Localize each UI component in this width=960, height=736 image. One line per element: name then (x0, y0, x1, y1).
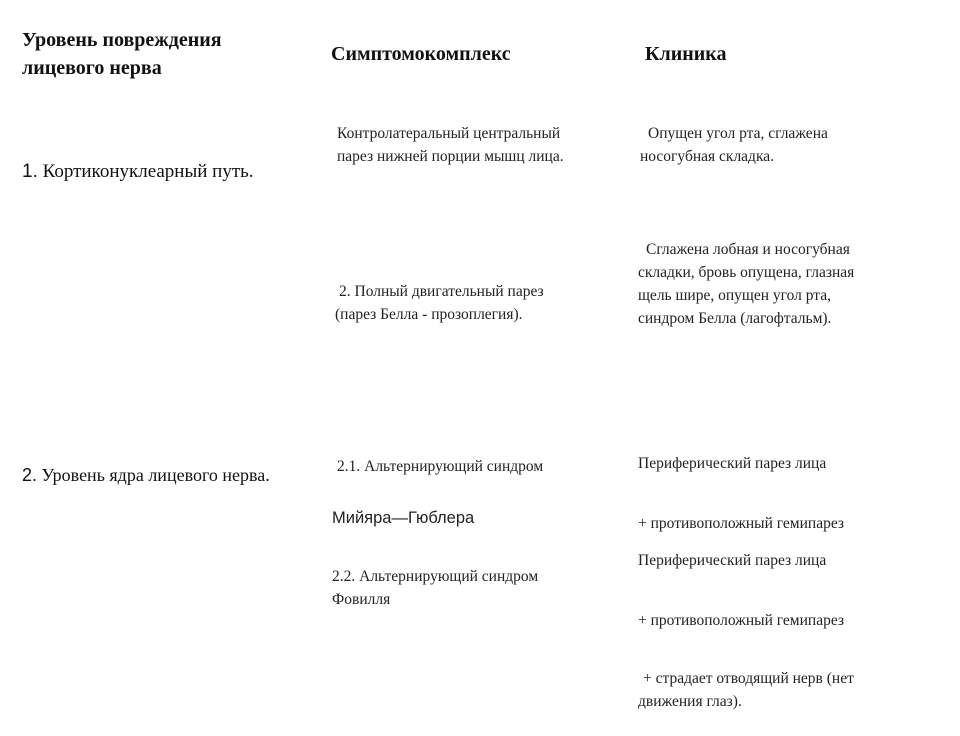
row4-clinic-line1: Периферический парез лица (638, 552, 827, 569)
row1-clinic: Опущен угол рта, сглажена носогубная складка. (640, 125, 828, 165)
row1-level-number: 1. (22, 161, 38, 182)
row3-level (22, 436, 332, 488)
row2-clinic: Сглажена лобная и носогубная складки, бровь опущена, глазная щель шире, опущен угол рта, синдром Белла (лагофтальм). (638, 241, 855, 327)
row1-symptom: Контролатеральный центральный парез нижней порции мышц лица. (337, 125, 564, 165)
row1-level-text: Кортиконуклеарный путь. (37, 161, 254, 182)
row4-clinic-line2: + противоположный гемипарез (638, 612, 845, 629)
header-clinic: Клиника (645, 43, 727, 65)
row3-symptom-line2: Мийяра—Гюблера (332, 509, 475, 527)
row3-level-text: Уровень ядра лицевого нерва. (37, 465, 270, 485)
row1-level (22, 133, 322, 185)
header-level: Уровень повреждения лицевого нерва (22, 29, 222, 79)
row3-symptom (332, 432, 622, 553)
row2-symptom: 2. Полный двигательный парез (парез Белла - прозоплегия). (335, 283, 544, 323)
row4-clinic-line3: + страдает отводящий нерв (нет движения глаз). (638, 670, 854, 710)
header-symptoms: Симптомокомплекс (331, 43, 511, 65)
row3-clinic-line2: + противоположный гемипарез (638, 515, 845, 532)
row3-clinic-line1: Периферический парез лица (638, 455, 827, 472)
row4-clinic (638, 526, 938, 736)
row4-symptom: 2.2. Альтернирующий синдром Фовилля (332, 568, 539, 608)
row3-symptom-line1: 2.1. Альтернирующий синдром (337, 458, 544, 475)
row3-level-number: 2. (22, 465, 38, 485)
